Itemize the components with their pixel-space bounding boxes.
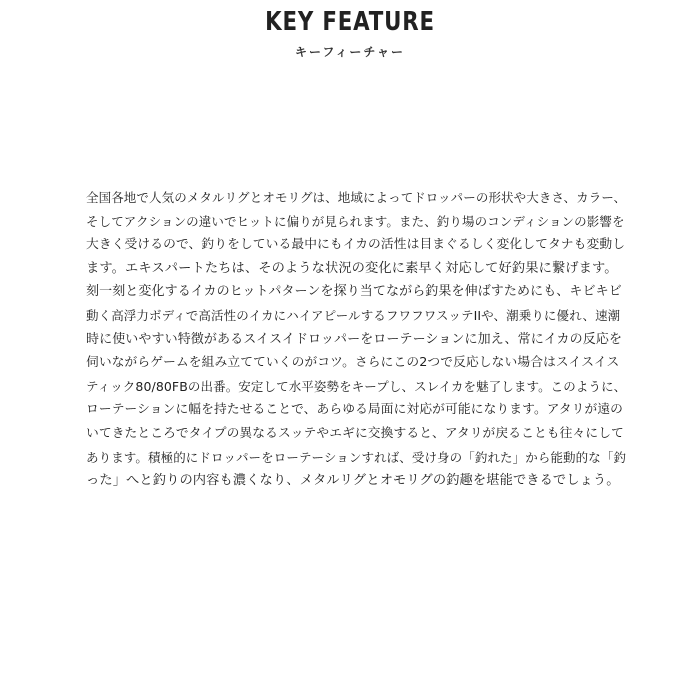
text-line: ます。エキスパートたちは、そのような状況の変化に素早く対応して好釣果に繋げます。 — [86, 260, 618, 276]
text-line: 刻一刻と変化するイカのヒットパターンを探り当てながら釣果を伸ばすためにも、キビキビ — [86, 284, 622, 300]
feature-description — [86, 186, 626, 493]
text-line: ティック80/80FBの出番。安定して水平姿勢をキープし、スレイカを魅了します。このように、 — [86, 378, 627, 394]
text-line: いてきたところでタイプの異なるスッテやエギに交換すると、アタリが戻ることも往々にして — [86, 425, 624, 441]
feature-heading — [0, 6, 700, 60]
text-line: あります。積極的にドロッパーをローテーションすれば、受け身の「釣れた」から能動的な「釣 — [86, 449, 627, 465]
text-line: 時に使いやすい特徴があるスイスイドロッパーをローテーションに加え、常にイカの反応を — [86, 331, 623, 347]
text-line: ローテーションに幅を持たせることで、あらゆる局面に対応が可能になります。アタリが遠の — [86, 402, 624, 418]
text-line: った」へと釣りの内容も濃くなり、メタルリグとオモリグの釣趣を堪能できるでしょう。 — [86, 473, 620, 489]
text-line: そしてアクションの違いでヒットに偏りが見られます。また、釣り場のコンディションの影響を — [86, 213, 625, 229]
page-subtitle: キーフィーチャー — [294, 45, 406, 59]
text-line: 伺いながらゲームを組み立てていくのがコツ。さらにこの2つで反応しない場合はスイスイス — [86, 355, 620, 371]
text-line: 動く高浮力ボディで高活性のイカにハイアピールするフワフワスッテIIや、潮乗りに優れ、速潮 — [86, 307, 621, 323]
text-line: 全国各地で人気のメタルリグとオモリグは、地域によってドロッパーの形状や大きさ、カラー、 — [86, 190, 627, 205]
text-line: 大きく受けるので、釣りをしている最中にもイカの活性は目まぐるしく変化してタナも変動し — [86, 237, 626, 253]
page-title: KEY FEATURE — [265, 7, 435, 37]
